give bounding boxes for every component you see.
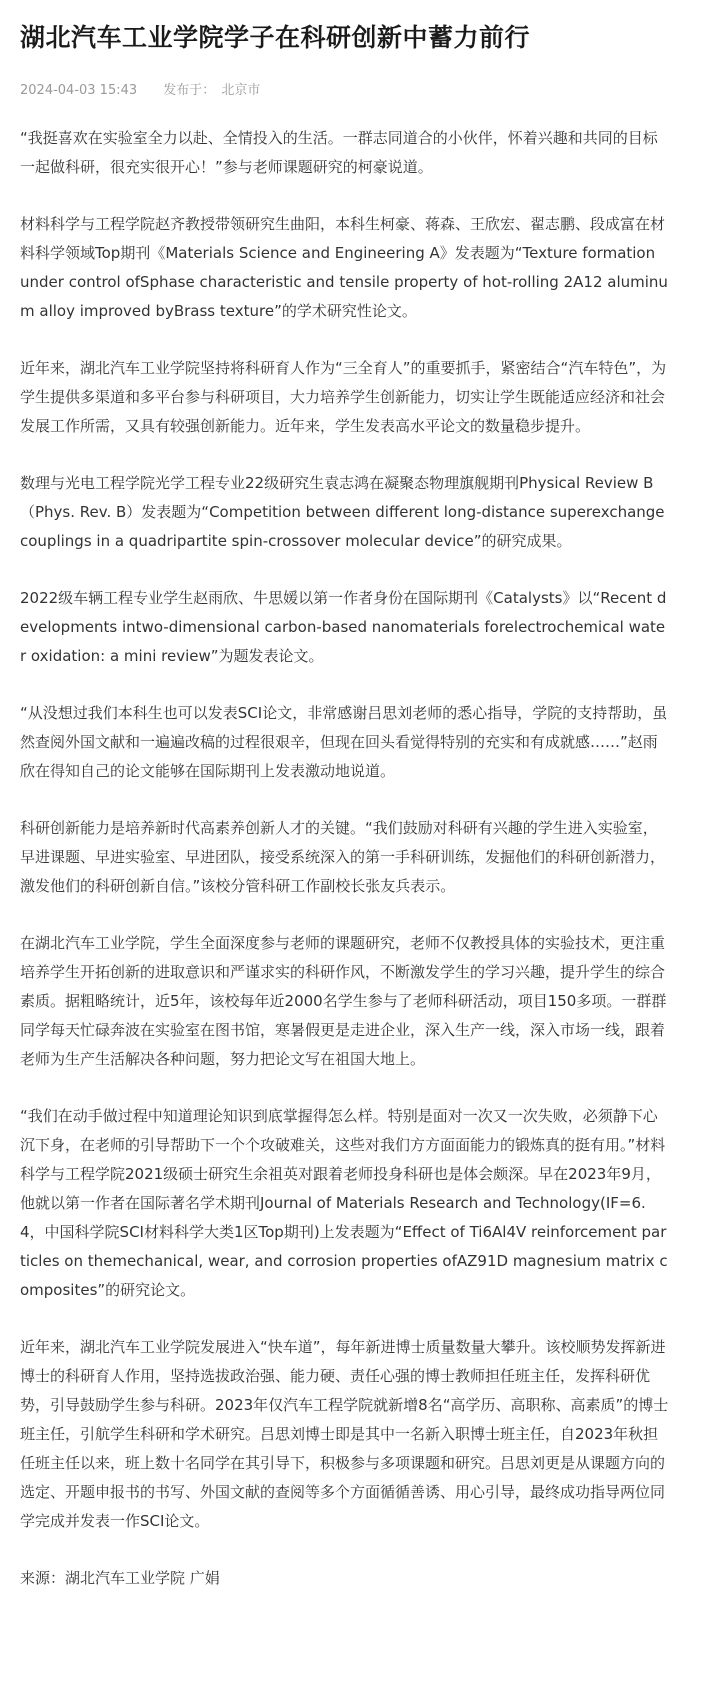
paragraph: 近年来，湖北汽车工业学院发展进入“快车道”，每年新进博士质量数量大攀升。该校顺势发挥新进博士的科研育人作用，坚持选拔政治强、能力硬、责任心强的博士教师担任班主任，发挥科研优势，引导鼓励学生参与科研。2023年仅汽车工程学院就新增8名“高学历、高职称、高素质”的博士班主任，引航学生科研和学术研究。吕思刘博士即是其中一名新入职博士班主任，自2023年秋担任班主任以来，班上数十名同学在其引导下，积极参与多项课题和研究。吕思刘更是从课题方向的选定、开题申报书的书写、外国文献的查阅等多个方面循循善诱、用心引导，最终成功指导两位同学完成并发表一作SCI论文。 <box>20 1338 669 1530</box>
paragraph: “我们在动手做过程中知道理论知识到底掌握得怎么样。特别是面对一次又一次失败，必须静下心沉下身，在老师的引导帮助下一个个攻破难关，这些对我们方方面面能力的锻炼真的挺有用。”材料科学与工程学院2021级硕士研究生余祖英对跟着老师投身科研也是体会颇深。早在2023年9月，他就以第一作者在国际著名学术期刊Journal of Materials Research and Technology(IF=6.4，中国科学院SCI材料科学大类1区Top期刊)上发表题为“Effect of Ti6Al4V reinforcement particles on themechanical, wear, and corrosion properties ofAZ91D magnesium matrix composites”的研究论文。 <box>20 1107 668 1299</box>
paragraph: 近年来，湖北汽车工业学院坚持将科研育人作为“三全育人”的重要抓手，紧密结合“汽车特色”，为学生提供多渠道和多平台参与科研项目，大力培养学生创新能力，切实让学生既能适应经济和社会发展工作所需，又具有较强创新能力。近年来，学生发表高水平论文的数量稳步提升。 <box>20 359 667 435</box>
paragraph: 数理与光电工程学院光学工程专业22级研究生袁志鸿在凝聚态物理旗舰期刊Physical Review B（Phys. Rev. B）发表题为“Competition between different long-distance superexchange couplings in a quadripartite spin-crossover molecular device”的研究成果。 <box>20 474 665 550</box>
publish-datetime: 2024-04-03 15:43 <box>20 83 138 98</box>
article-meta <box>20 82 669 100</box>
paragraph: “我挺喜欢在实验室全力以赴、全情投入的生活。一群志同道合的小伙伴，怀着兴趣和共同的目标一起做科研，很充实很开心！”参与老师课题研究的柯豪说道。 <box>20 129 658 176</box>
paragraph: 材料科学与工程学院赵齐教授带领研究生曲阳，本科生柯豪、蒋森、王欣宏、翟志鹏、段成富在材料科学领域Top期刊《Materials Science and Engineering A》发表题为“Texture formation under control ofSphase characteristic and tensile property of hot-rolling 2A12 aluminum alloy improved byBrass texture”的学术研究性论文。 <box>20 215 668 320</box>
article-source: 来源：湖北汽车工业学院 广娟 <box>20 1569 220 1587</box>
publish-info <box>163 82 260 100</box>
paragraph: 2022级车辆工程专业学生赵雨欣、牛思媛以第一作者身份在国际期刊《Catalysts》以“Recent developments intwo-dimensional carbon-based nanomaterials forelectrochemical water oxidation: a mini review”为题发表论文。 <box>20 589 667 665</box>
publish-location: 北京市 <box>221 83 261 98</box>
paragraph: “从没想过我们本科生也可以发表SCI论文，非常感谢吕思刘老师的悉心指导，学院的支持帮助，虽然查阅外国文献和一遍遍改稿的过程很艰辛，但现在回头看觉得特别的充实和有成就感……”赵雨欣在得知自己的论文能够在国际期刊上发表激动地说道。 <box>20 704 668 780</box>
article-title: 湖北汽车工业学院学子在科研创新中蓄力前行 <box>20 23 531 52</box>
publish-label: 发布于： <box>163 83 216 98</box>
paragraph: 在湖北汽车工业学院，学生全面深度参与老师的课题研究，老师不仅教授具体的实验技术，更注重培养学生开拓创新的进取意识和严谨求实的科研作风，不断激发学生的学习兴趣，提升学生的综合素质。据粗略统计，近5年，该校每年近2000名学生参与了老师科研活动，项目150多项。一群群同学每天忙碌奔波在实验室在图书馆，寒暑假更是走进企业，深入生产一线，深入市场一线，跟着老师为生产生活解决各种问题，努力把论文写在祖国大地上。 <box>20 934 667 1068</box>
article-body <box>20 124 669 1593</box>
paragraph: 科研创新能力是培养新时代高素养创新人才的关键。“我们鼓励对科研有兴趣的学生进入实验室，早进课题、早进实验室、早进团队，接受系统深入的第一手科研训练，发掘他们的科研创新潜力，激发他们的科研创新自信。”该校分管科研工作副校长张友兵表示。 <box>20 819 666 895</box>
